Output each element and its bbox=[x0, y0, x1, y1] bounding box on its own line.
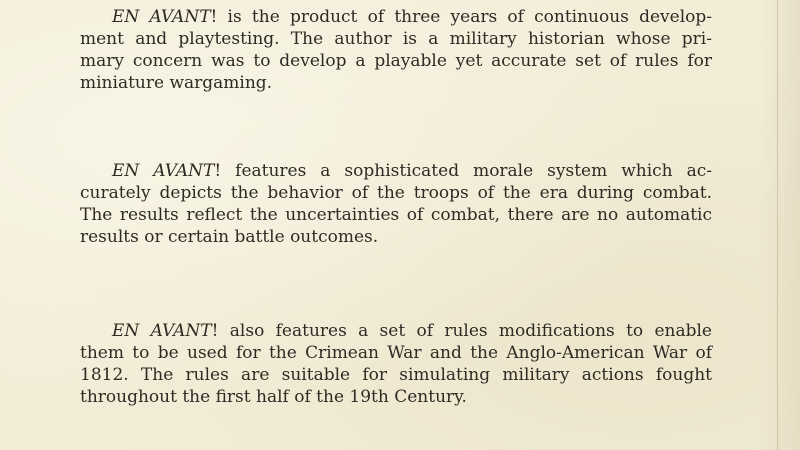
paragraph-product-development bbox=[80, 6, 712, 94]
line-text: ! is the product of three years of continuous develop- bbox=[210, 7, 713, 27]
paragraph-line: results or certain battle outcomes. bbox=[80, 227, 379, 247]
paragraph-line bbox=[80, 6, 712, 28]
paragraph-line bbox=[80, 320, 712, 342]
paragraph-line: miniature wargaming. bbox=[80, 73, 273, 93]
page-edge-line bbox=[777, 0, 778, 450]
game-title: EN AVANT bbox=[112, 7, 211, 27]
game-title: EN AVANT bbox=[112, 321, 212, 341]
paragraph-line: 1812. The rules are suitable for simulating military actions fought bbox=[80, 365, 712, 385]
paragraph-line bbox=[80, 160, 712, 182]
game-title: EN AVANT bbox=[112, 161, 215, 181]
paragraph-line: throughout the first half of the 19th Century. bbox=[80, 387, 467, 407]
paragraph-line: curately depicts the behavior of the troops of the era during combat. bbox=[80, 183, 712, 203]
line-text: ! also features a set of rules modifications to enable bbox=[211, 321, 712, 341]
paragraph-rules-modifications bbox=[80, 320, 712, 408]
paragraph-line: The results reflect the uncertainties of combat, there are no automatic bbox=[80, 205, 712, 225]
paragraph-line: ment and playtesting. The author is a military historian whose pri- bbox=[80, 29, 712, 49]
paragraph-morale-system bbox=[80, 160, 712, 248]
line-text: ! features a sophisticated morale system which ac- bbox=[214, 161, 713, 181]
paragraph-line: mary concern was to develop a playable yet accurate set of rules for bbox=[80, 51, 712, 71]
paragraph-line: them to be used for the Crimean War and the Anglo-American War of bbox=[80, 343, 712, 363]
